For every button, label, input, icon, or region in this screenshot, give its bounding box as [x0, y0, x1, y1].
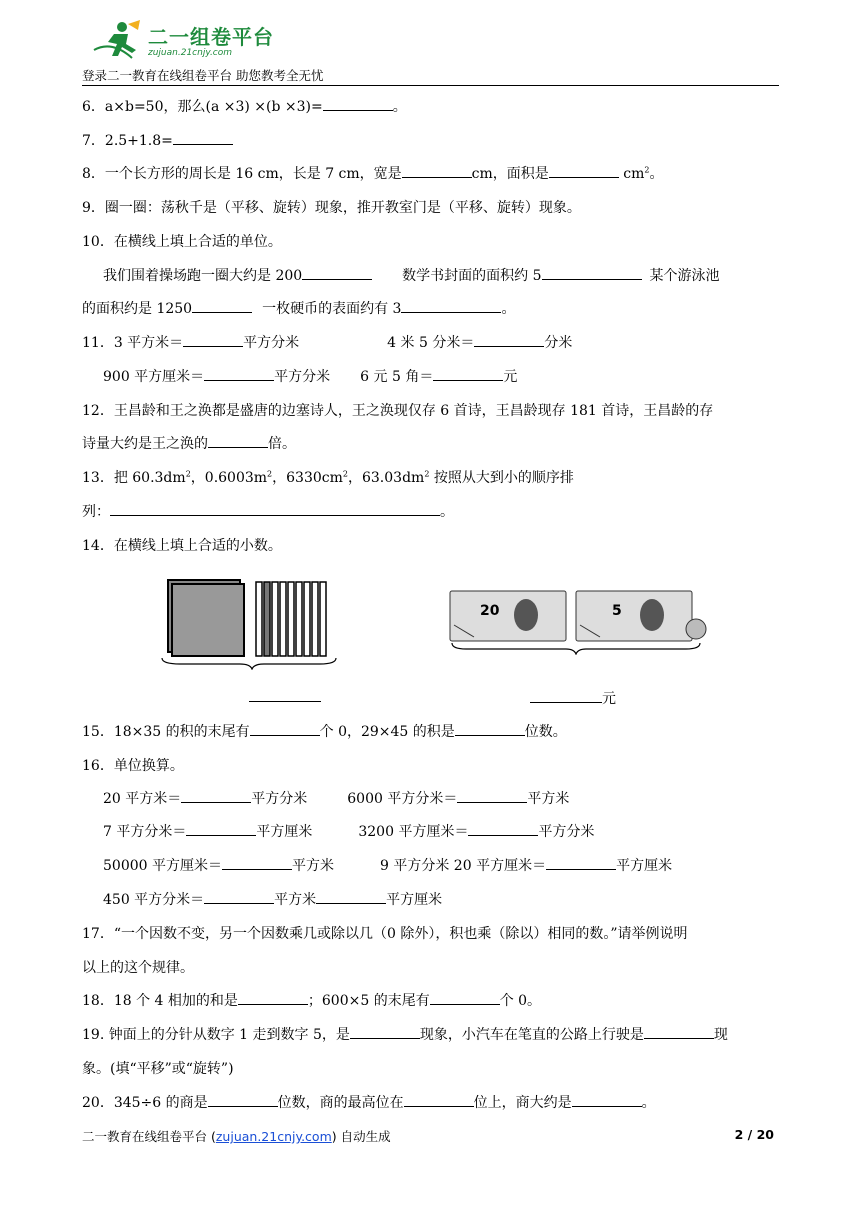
- question-7: [82, 130, 233, 150]
- answer-blank[interactable]: [204, 890, 274, 904]
- q19-d: 象。(填“平移”或“旋转”): [82, 1061, 234, 1077]
- answer-blank[interactable]: [457, 789, 527, 803]
- q16-r2d: 平方分米: [538, 824, 595, 840]
- answer-blank[interactable]: [249, 688, 321, 702]
- q19-a: 19. 钟面上的分针从数字 1 走到数字 5，是: [82, 1027, 350, 1043]
- q19-c: 现: [713, 1027, 728, 1043]
- q8-text: 8．一个长方形的周长是 16 cm，长是 7 cm，宽是: [82, 166, 402, 182]
- runner-logo-icon: [92, 20, 144, 64]
- q13-a: 13．把 60.3dm: [82, 470, 186, 486]
- q13-b: 列：: [82, 504, 110, 520]
- q13-a2: ，0.6003m: [190, 470, 268, 486]
- answer-blank[interactable]: [433, 367, 503, 381]
- q15-b: 个 0，29×45 的积是: [319, 724, 455, 740]
- answer-blank[interactable]: [316, 890, 386, 904]
- q16-r3c: 9 平方分米 20 平方厘米＝: [380, 858, 547, 874]
- q16-row1: [103, 788, 569, 808]
- answer-blank[interactable]: [549, 164, 619, 178]
- q18-b: ；600×5 的末尾有: [307, 993, 430, 1009]
- tagline: 登录二一教育在线组卷平台 助您教考全无忧: [82, 68, 324, 83]
- q13-c: 。: [440, 504, 454, 520]
- q20-c: 位上，商大约是: [473, 1095, 572, 1111]
- q12-a: 12．王昌龄和王之涣都是盛唐的边塞诗人，王之涣现仅存 6 首诗，王昌龄现存 181 首诗，王昌龄的存: [82, 403, 714, 419]
- q16-r3d: 平方厘米: [616, 858, 673, 874]
- question-10-line2: [82, 298, 515, 318]
- q16-r4a: 450 平方分米＝: [103, 892, 205, 908]
- q16-r3a: 50000 平方厘米＝: [103, 858, 222, 874]
- question-9: [82, 197, 581, 217]
- decimal-grid-figure: [160, 572, 340, 670]
- question-11-line2: [103, 366, 517, 386]
- q12-b: 诗量大约是王之涣的: [82, 436, 208, 452]
- answer-blank[interactable]: [401, 299, 501, 313]
- answer-blank[interactable]: [468, 822, 538, 836]
- q10-l2c: 。: [501, 301, 516, 317]
- question-6: [82, 96, 407, 116]
- q11-c: 4 米 5 分米＝: [387, 335, 475, 351]
- answer-blank[interactable]: [238, 991, 308, 1005]
- q16-r2a: 7 平方分米＝: [103, 824, 187, 840]
- q20-b: 位数，商的最高位在: [277, 1095, 404, 1111]
- q16-r4b: 平方米: [274, 892, 317, 908]
- answer-blank[interactable]: [250, 722, 320, 736]
- q8-end: 。: [649, 166, 664, 182]
- q10-l2a: 的面积约是 1250: [82, 301, 193, 317]
- question-19-line2: [82, 1058, 234, 1078]
- footer-text-end: ) 自动生成: [331, 1129, 391, 1144]
- question-12: [82, 400, 713, 420]
- q10-l1b: 数学书封面的面积约 5: [402, 268, 542, 284]
- answer-blank[interactable]: [222, 856, 292, 870]
- q16-row3: [103, 855, 672, 875]
- q18-a: 18．18 个 4 相加的和是: [82, 993, 238, 1009]
- q16-r4c: 平方厘米: [386, 892, 443, 908]
- answer-blank[interactable]: [350, 1025, 420, 1039]
- question-18: [82, 990, 541, 1010]
- q11-d: 分米: [544, 335, 573, 351]
- page-number: 2 / 20: [734, 1127, 774, 1142]
- q16-r3b: 平方米: [292, 858, 334, 874]
- question-13: [82, 467, 574, 487]
- note-5-label: 5: [612, 603, 622, 619]
- answer-blank[interactable]: [323, 97, 393, 111]
- answer-blank[interactable]: [192, 299, 252, 313]
- answer-blank[interactable]: [644, 1025, 714, 1039]
- q14-a: 14．在横线上填上合适的小数。: [82, 538, 282, 554]
- q18-c: 个 0。: [499, 993, 542, 1009]
- question-12-line2: [82, 433, 296, 453]
- logo-title: 二一组卷平台: [148, 25, 274, 49]
- superscript: 2: [267, 469, 273, 479]
- q16-r1a: 20 平方米＝: [103, 791, 182, 807]
- q8-unit: cm: [618, 166, 645, 182]
- q9-text: 9．圈一圈：荡秋千是（平移、旋转）现象，推开教室门是（平移、旋转）现象。: [82, 200, 581, 216]
- q10-l1a: 我们围着操场跑一圈大约是 200: [103, 268, 303, 284]
- question-19: [82, 1024, 728, 1044]
- question-17-line2: [82, 957, 194, 977]
- answer-blank[interactable]: [474, 333, 544, 347]
- question-10-line1: [103, 265, 720, 285]
- q16-r2b: 平方厘米: [256, 824, 313, 840]
- q16-a: 16．单位换算。: [82, 758, 184, 774]
- q16-row2: [103, 821, 594, 841]
- logo-subtitle: zujuan.21cnjy.com: [148, 48, 233, 58]
- question-14: [82, 535, 282, 555]
- question-16: [82, 755, 184, 775]
- q15-c: 位数。: [524, 724, 567, 740]
- superscript: 2: [644, 165, 650, 175]
- q13-a3: ，6330cm: [272, 470, 343, 486]
- answer-blank[interactable]: [572, 1093, 642, 1107]
- q6-end: 。: [392, 99, 407, 115]
- question-15: [82, 721, 567, 741]
- q15-a: 15．18×35 的积的末尾有: [82, 724, 250, 740]
- q13-a4: ，63.03dm: [347, 470, 425, 486]
- q16-r1c: 6000 平方分米＝: [347, 791, 458, 807]
- q11-g: 6 元 5 角＝: [360, 369, 434, 385]
- footer-text: 二一教育在线组卷平台 (: [82, 1129, 216, 1144]
- q20-d: 。: [641, 1095, 656, 1111]
- q13-a5: 按照从大到小的顺序排: [429, 470, 574, 486]
- q16-r1b: 平方分米: [251, 791, 308, 807]
- q17-a: 17．“一个因数不变，另一个因数乘几或除以几（0 除外），积也乘（除以）相同的数。”请举例说明: [82, 926, 688, 942]
- q16-r1d: 平方米: [527, 791, 570, 807]
- answer-blank[interactable]: [542, 266, 642, 280]
- answer-blank[interactable]: [173, 131, 233, 145]
- q14-yuan: 元: [602, 691, 616, 707]
- answer-blank[interactable]: [404, 1093, 474, 1107]
- superscript: 2: [342, 469, 348, 479]
- q10-l1c: 某个游泳池: [649, 268, 720, 284]
- superscript: 2: [185, 469, 191, 479]
- answer-blank[interactable]: [546, 856, 616, 870]
- footer: [82, 1127, 391, 1145]
- header-divider: [82, 85, 779, 86]
- q8-text-b: cm，面积是: [471, 166, 549, 182]
- q11-e: 900 平方厘米＝: [103, 369, 205, 385]
- answer-blank[interactable]: [402, 164, 472, 178]
- q10-text: 10．在横线上填上合适的单位。: [82, 234, 282, 250]
- q19-b: 现象，小汽车在笔直的公路上行驶是: [419, 1027, 644, 1043]
- q11-h: 元: [503, 369, 518, 385]
- question-11-line1: [82, 332, 572, 352]
- q16-r2c: 3200 平方厘米＝: [358, 824, 469, 840]
- question-20: [82, 1092, 656, 1112]
- question-13-line2: [82, 501, 454, 521]
- q11-b: 平方分米: [243, 335, 300, 351]
- q7-text: 7．2.5+1.8=: [82, 133, 173, 149]
- q12-c: 倍。: [268, 436, 296, 452]
- superscript: 2: [424, 469, 430, 479]
- q6-text: 6．a×b=50，那么(a ×3) ×(b ×3)=: [82, 99, 323, 115]
- q17-b: 以上的这个规律。: [82, 960, 194, 976]
- answer-blank[interactable]: [204, 367, 274, 381]
- q11-f: 平方分米: [274, 369, 331, 385]
- q14-blank-2: [530, 688, 616, 708]
- answer-blank[interactable]: [183, 333, 243, 347]
- q20-a: 20．345÷6 的商是: [82, 1095, 208, 1111]
- answer-blank[interactable]: [302, 266, 372, 280]
- footer-link[interactable]: zujuan.21cnjy.com: [215, 1129, 332, 1144]
- question-17: [82, 923, 687, 943]
- question-8: [82, 163, 663, 183]
- answer-blank[interactable]: [530, 689, 602, 703]
- note-20-label: 20: [480, 603, 500, 619]
- answer-blank[interactable]: [186, 822, 256, 836]
- answer-blank[interactable]: [181, 789, 251, 803]
- q16-row4: [103, 889, 442, 909]
- answer-blank[interactable]: [208, 1093, 278, 1107]
- q10-l2b: 一枚硬币的表面约有 3: [262, 301, 402, 317]
- banknotes-figure: [446, 585, 716, 655]
- q11-a: 11．3 平方米＝: [82, 335, 184, 351]
- answer-blank[interactable]: [110, 502, 440, 516]
- q14-blank-1: [249, 688, 321, 706]
- header-logo: [92, 20, 274, 64]
- answer-blank[interactable]: [208, 434, 268, 448]
- answer-blank[interactable]: [455, 722, 525, 736]
- answer-blank[interactable]: [430, 991, 500, 1005]
- question-10: [82, 231, 282, 251]
